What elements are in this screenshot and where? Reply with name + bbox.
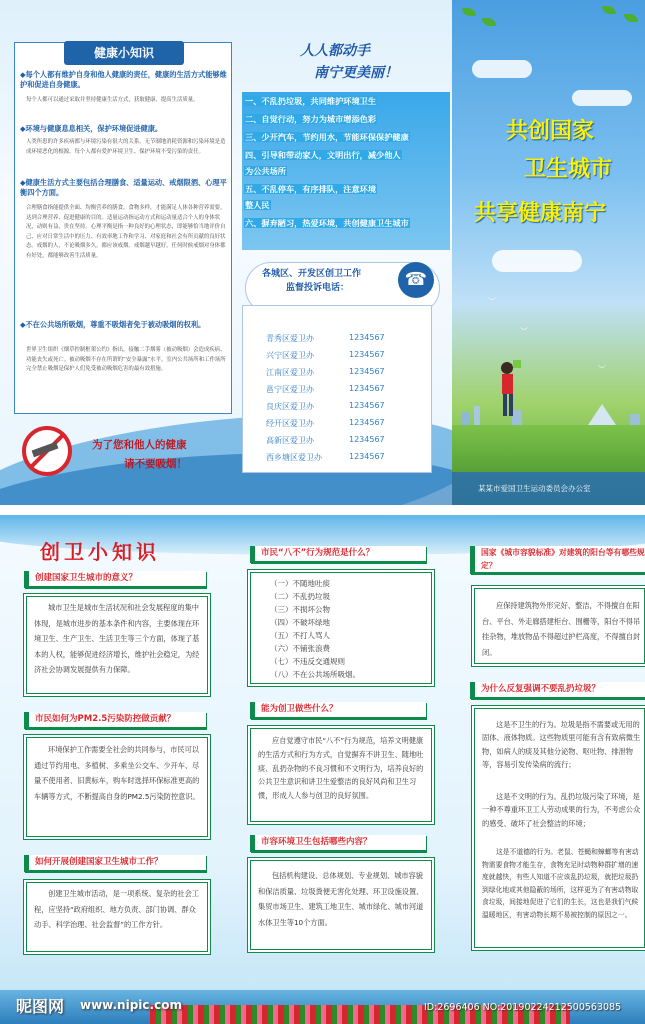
health-section-heading: ◆不在公共场所吸烟，尊重不吸烟者免于被动吸烟的权利。 <box>20 320 206 329</box>
question-bar: 市民如何为PM2.5污染防控做贡献？ <box>24 712 206 729</box>
question-bar: 国家《城市容貌标准》对建筑的阳台等有哪些规定？ <box>470 546 645 574</box>
question-bar: 市民“八不”行为规范是什么？ <box>250 546 426 563</box>
knowledge-title: 创卫小知识 <box>40 540 160 564</box>
leaf <box>462 8 476 16</box>
answer-text: 这是不文明的行为。乱扔垃圾污染了环境，是一种不尊重环卫工人劳动成果的行为，不考虑公众的感受、破坏了社会整洁的环境； <box>482 792 641 828</box>
rule-item: 一、不乱扔垃圾，共同维护环境卫生 <box>245 96 377 106</box>
answer-text: 包括机构建设、总体规划、专业规划、城市容貌和保洁质量、垃圾粪便无害化处理、环卫设施设置、集贸市场卫生、建筑工地卫生、城市绿化、城市河道水体卫生等10个方面。 <box>258 871 424 927</box>
cover-organization: 某某市爱国卫生运动委员会办公室 <box>478 484 591 493</box>
answer-text: 创建卫生城市活动，是一项系统、复杂的社会工程，应坚持“政府组织、地方负责、部门协调、群众动手、科学治理、社会监督”的工作方针。 <box>34 889 199 929</box>
leaf <box>602 6 616 14</box>
cloud <box>472 60 532 78</box>
contact-row: 邕宁区爱卫办 1234567 <box>266 384 385 394</box>
list-item: （四）不破坏绿地 <box>270 618 330 627</box>
answer-text: 应保持建筑物外形完好、整洁，不得擅自在阳台、平台、外走廊搭建柜台、围栅等，阳台不得吊挂杂物，堆放物品不得超过护栏高度，不得擅自封闭。 <box>482 601 641 657</box>
answer-text: 城市卫生是城市生活状况和社会发展程度的集中体现，是城市进步的基本条件和内容，主要体现在环境卫生、生产卫生、生活卫生等三个方面，体现了基本的人权，能够促进经济增长，维护社会稳定，为经济社会协调发展提供有力保障。 <box>34 603 200 674</box>
answer-text: 应自觉遵守市民“八不”行为规范，培养文明健康的生活方式和行为方式，自觉摒弃不讲卫生、随地吐痰、乱扔杂物的不良习惯和不文明行为，培养良好的公共卫生意识和讲卫生爱整洁的良好风尚和卫生习惯，形成人人参与创卫的良好氛围。 <box>258 736 424 801</box>
watermark-brand: 昵图网 <box>16 997 65 1016</box>
list-item: （五）不打人骂人 <box>270 631 330 640</box>
list-item: （二）不乱扔垃圾 <box>270 592 330 601</box>
list-item: （七）不违反交通规则 <box>270 657 345 666</box>
question-bar: 市容环境卫生包括哪些内容？ <box>250 835 426 852</box>
question-bar: 创建国家卫生城市的意义？ <box>24 571 206 588</box>
no-smoking-line2: 请不要吸烟！ <box>124 458 187 470</box>
question-bar: 如何开展创建国家卫生城市工作？ <box>24 855 206 872</box>
rule-item: 四、引导和带动家人，文明出行，减少他人 <box>245 150 401 160</box>
contact-row: 经开区爱卫办 1234567 <box>266 418 385 428</box>
cover-title-line1: 共创国家 <box>506 119 595 144</box>
rule-item: 三、少开汽车，节约用水，节能环保保护健康 <box>245 132 409 142</box>
list-item: （三）不损坏公物 <box>270 605 330 614</box>
no-smoking-line1: 为了您和他人的健康 <box>92 439 187 451</box>
answer-text: 环境保护工作需要全社会的共同参与，市民可以通过节约用电、多植树、多乘坐公交车、少开车、尽量不使用者、旧黄标车，购车时选择环保标准更高的车辆等方式，不断提高自身的PM2.5污染防控意识。 <box>34 745 200 801</box>
phone-icon: ☎ <box>398 262 434 298</box>
cloud <box>572 90 632 106</box>
list-item: （一）不随地吐痰 <box>270 579 330 588</box>
cover-title-line3: 共享健康南宁 <box>474 201 607 226</box>
bird-icon: ︶ <box>520 327 528 336</box>
rule-item: 二、自觉行动，努力为城市增添色彩 <box>245 114 377 124</box>
health-section-heading: ◆健康生活方式主要包括合理膳食、适量运动、戒烟限酒、心理平衡四个方面。 <box>20 178 227 197</box>
cover-title-line2: 卫生城市 <box>524 157 613 182</box>
slogan-line2: 南宁更美丽！ <box>314 65 398 81</box>
rule-item: 五、不乱停车，有序排队，注意环境 <box>245 184 377 194</box>
contact-row: 江南区爱卫办 1234567 <box>266 367 385 377</box>
watermark-id: ID:2696406 NO:20190224212500563085 <box>424 1002 622 1013</box>
leaf <box>624 14 638 22</box>
health-section-body: 合理膳食指能提供全面、均衡营养的膳食。食物多样，才能满足人体各种营养需要，达到合理营养、促进健康的目的。适量运动指运动方式和运动量适合个人的身体状况，动则有益，贵在坚持。心理平衡是指一种良好的心理状态，即能够恰当地评价自己、应对日常生活中的压力、有效率地工作和学习、对家庭和社会有所贡献的良好状态。戒烟的人，不论吸烟多久，都应该戒烟。戒烟越早越好，任何时候戒烟对身体都有好处，都能够改善生活质量。 <box>26 205 226 259</box>
contact-row: 西乡塘区爱卫办 1234567 <box>266 452 385 462</box>
health-section-body: 世界卫生组织《烟草控制框架公约》指出，接触二手烟雾（被动吸烟）会造成疾病、功能丧失或死亡。被动吸烟不存在所谓的“安全暴露”水平。室内公共场所和工作场所完全禁止吸烟是保护人们免受被动吸烟危害的最有效措施。 <box>26 347 226 372</box>
list-item: （八）不在公共场所吸烟。 <box>270 670 360 679</box>
question-bar: 为什么反复强调不要乱扔垃圾？ <box>470 682 645 699</box>
rule-item: 为公共场所 <box>245 166 286 176</box>
answer-text: 这是不道德的行为。老鼠、苍蝇和蟑螂等有害动物需要食物才能生存，食物充足时动物种群扩增的速度就越快，有些人知道不应该乱扔垃圾，就把垃圾扔到绿化地或其他隐蔽的场所，这样更为了有害动物取食垃圾，间接地促进了它们的生长，这也是我们气候温暖地区，有害动物长期不易被控制的原因之一。 <box>482 848 639 919</box>
contact-row: 良庆区爱卫办 1234567 <box>266 401 385 411</box>
question-bar: 能为创卫做些什么？ <box>250 702 426 719</box>
health-section-heading: ◆每个人都有维护自身和他人健康的责任，健康的生活方式能够维护和促进自身健康。 <box>20 70 227 89</box>
complaint-line2: 监督投诉电话： <box>286 283 350 293</box>
cloud <box>492 250 582 272</box>
bird-icon: ︶ <box>598 365 606 374</box>
leaf <box>482 18 496 26</box>
answer-text: 这是不卫生的行为。垃圾是指不需要或无用的固体、液体物质。这些物质里可能有含有致病微生物，如病人的痰及其他分泌物、呕吐物、排泄物等，容易引发传染病的流行； <box>482 720 641 770</box>
health-section-body: 人类所患的许多疾病都与环境污染有很大的关系。无节制地消耗资源和污染环境是造成环境恶化的根源。每个人都有爱护环境卫生、保护环境不受污染的责任。 <box>26 139 226 155</box>
complaint-line1: 各城区、开发区创卫工作 <box>262 269 362 279</box>
child-illustration <box>493 356 523 426</box>
health-section-body: 每个人都可以通过采取并坚持健康生活方式，获取健康，提高生活质量。 <box>26 97 199 103</box>
watermark-url: www.nipic.com <box>80 998 182 1012</box>
bird-icon: ︶ <box>488 297 496 306</box>
list-item: （六）不铺张浪费 <box>270 644 330 653</box>
rule-item: 整人民 <box>245 200 270 210</box>
health-knowledge-title: 健康小知识 <box>64 41 184 65</box>
rule-item: 六、摒弃陋习，热爱环境，共创健康卫生城市 <box>245 218 409 228</box>
slogan-line1: 人人都动手 <box>300 43 370 59</box>
contact-row: 高新区爱卫办 1234567 <box>266 435 385 445</box>
health-section-heading: ◆环境与健康息息相关，保护环境促进健康。 <box>20 124 163 133</box>
contact-row: 兴宁区爱卫办 1234567 <box>266 350 385 360</box>
contact-row: 青秀区爱卫办 1234567 <box>266 333 385 343</box>
